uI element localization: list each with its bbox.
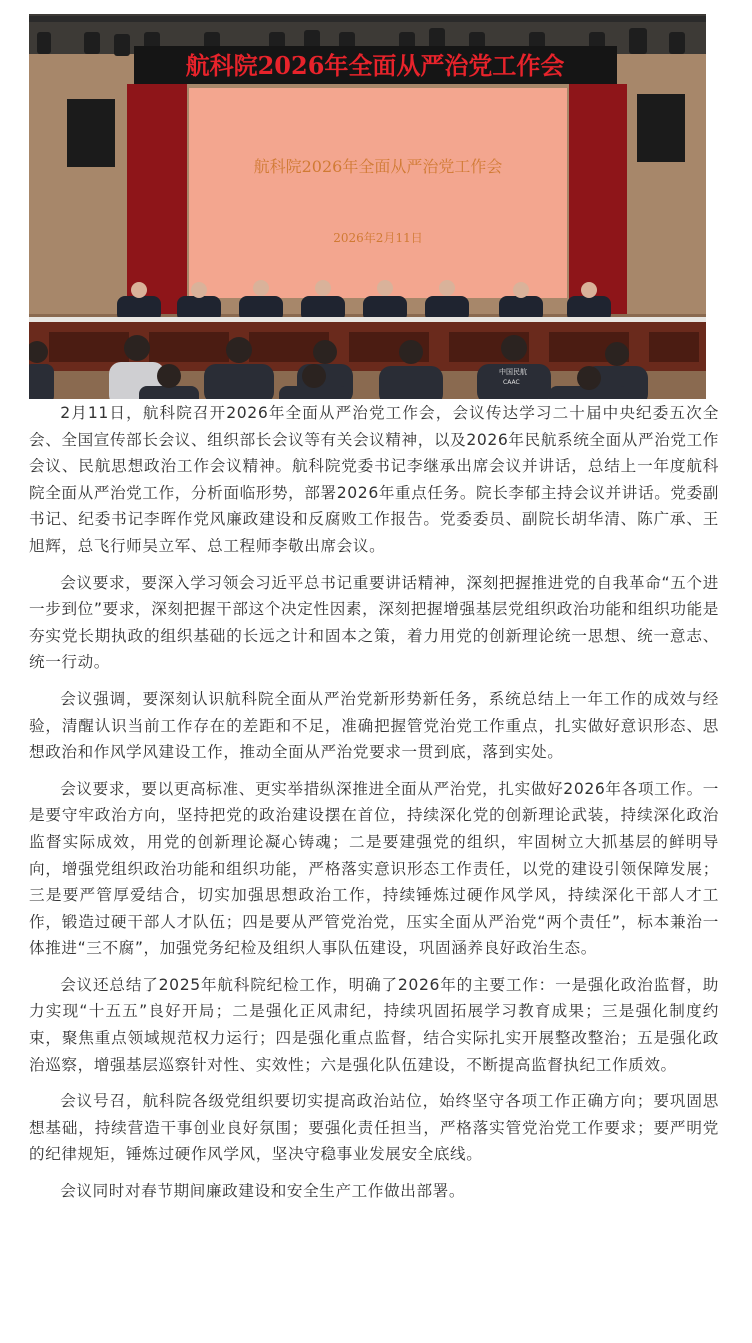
paragraph-4: 会议要求，要以更高标准、更实举措纵深推进全面从严治党，扎实做好2026年各项工作。一是要守牢政治方向，坚持把党的政治建设摆在首位，持续深化党的创新理论武装，持续深化政治监督实际成效，用党的创新理论凝心铸魂；二是要建强党的组织，牢固树立大抓基层的鲜明导向，增强党组织政治功能和组织功能，严格落实意识形态工作责任，以党的建设引领保障发展；三是要严管厚爱结合，切实加强思想政治工作，持续锤炼过硬作风学风，持续深化干部人才工作，锻造过硬干部人才队伍；四是要从严管党治党，压实全面从严治党“两个责任”，标本兼治一体推进“三不腐”，加强党务纪检及组织人事队伍建设，巩固涵养良好政治生态。 [29,779,719,958]
jacket-logo-en: CAAC [503,379,520,386]
paragraph-6: 会议号召，航科院各级党组织要切实提高政治站位，始终坚守各项工作正确方向；要巩固思想基础，持续营造干事创业良好氛围；要强化责任担当，严格落实管党治党工作要求；要严明党的纪律规矩，锤炼过硬作风学风，坚决守稳事业发展安全底线。 [29,1092,719,1164]
paragraph-3: 会议强调，要深刻认识航科院全面从严治党新形势新任务，系统总结上一年工作的成效与经验，清醒认识当前工作存在的差距和不足，准确把握管党治党工作重点，扎实做好意识形态、思想政治和作风学风建设工作，推动全面从严治党要求一贯到底，落到实处。 [29,689,719,762]
meeting-scene [29,14,706,399]
paragraph-7: 会议同时对春节期间廉政建设和安全生产工作做出部署。 [60,1182,466,1201]
right-curtain [569,84,627,314]
meeting-photo [29,14,706,399]
screen-date: 2026年2月11日 [333,231,423,245]
projection-screen [189,88,567,298]
paragraph-2: 会议要求，要深入学习领会习近平总书记重要讲话精神，深刻把握推进党的自我革命“五个进一步到位”要求，深刻把握干部这个决定性因素，深刻把握增强基层党组织政治功能和组织功能是夯实党长期执政的组织基础的长远之计和固本之策，着力用党的创新理论统一思想、统一意志、统一行动。 [29,573,719,672]
article-body [29,400,719,1215]
paragraph-5: 会议还总结了2025年航科院纪检工作，明确了2026年的主要工作：一是强化政治监督，助力实现“十五五”良好开局；二是强化正风肃纪，持续巩固拓展学习教育成果；三是强化制度约束，聚焦重点领域规范权力运行；四是强化重点监督，结合实际扎实开展整改整治；五是强化政治巡察，增强基层巡察针对性、实效性；六是强化队伍建设，不断提高监督执纪工作质效。 [29,975,719,1074]
screen-title: 航科院2026年全面从严治党工作会 [253,157,503,176]
paragraph-1: 2月11日，航科院召开2026年全面从严治党工作会，会议传达学习二十届中央纪委五次全会、全国宣传部长会议、组织部长会议等有关会议精神，以及2026年民航系统全面从严治党工作会议、民航思想政治工作会议精神。航科院党委书记李继承出席会议并讲话，总结上一年度航科院全面从严治党工作，分析面临形势，部署2026年重点任务。院长李郁主持会议并讲话。党委副书记、纪委书记李晖作党风廉政建设和反腐败工作报告。党委委员、副院长胡华清、陈广承、王旭辉，总飞行师吴立军、总工程师李敬出席会议。 [29,404,719,555]
banner-text: 航科院2026年全面从严治党工作会 [185,51,565,80]
jacket-logo: 中国民航 [499,368,527,376]
right-speaker [637,94,685,162]
left-curtain [127,84,187,314]
left-speaker [67,99,115,167]
